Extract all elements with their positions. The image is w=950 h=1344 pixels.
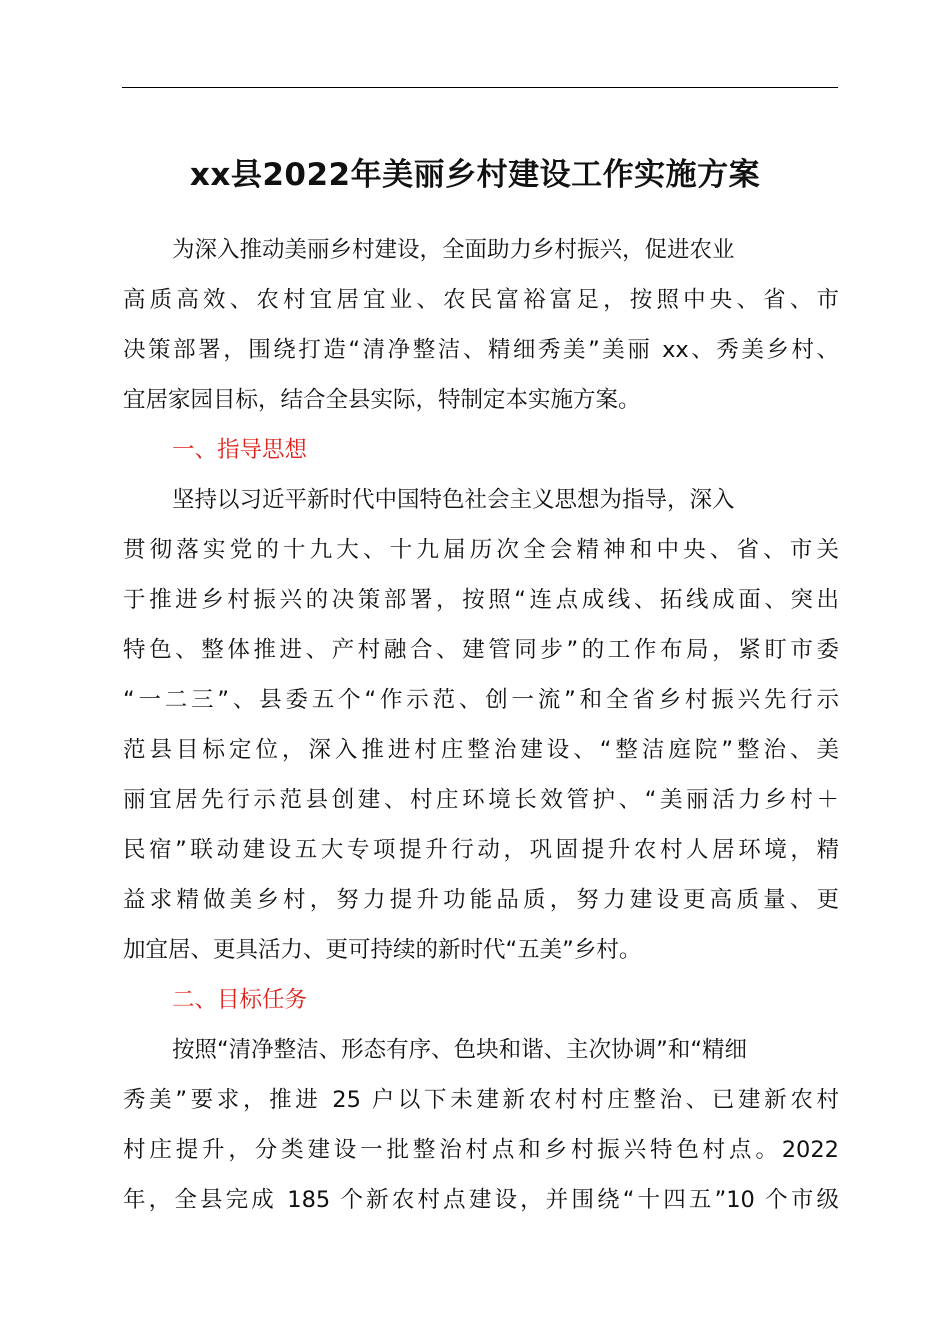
section1-line-3: 于推进乡村振兴的决策部署，按照“连点成线、拓线成面、突出 <box>123 587 839 613</box>
section1-line-4: 特色、整体推进、产村融合、建管同步”的工作布局，紧盯市委 <box>123 637 839 663</box>
intro-line-3: 决策部署，围绕打造“清净整洁、精细秀美”美丽 xx、秀美乡村、 <box>123 337 839 363</box>
section1-line-1: 坚持以习近平新时代中国特色社会主义思想为指导，深入 <box>172 487 735 513</box>
section1-line-6: 范县目标定位，深入推进村庄整治建设、“整洁庭院”整治、美 <box>123 737 839 763</box>
document-body <box>123 225 843 1225</box>
header-rule <box>122 87 838 88</box>
intro-line-4: 宜居家园目标，结合全县实际，特制定本实施方案。 <box>123 387 641 413</box>
section1-line-5: “一二三”、县委五个“作示范、创一流”和全省乡村振兴先行示 <box>123 687 839 713</box>
section2-line-1: 按照“清净整洁、形态有序、色块和谐、主次协调”和“精细 <box>172 1037 747 1063</box>
section1-line-9: 益求精做美乡村，努力提升功能品质，努力建设更高质量、更 <box>123 887 839 913</box>
section2-line-2: 秀美”要求，推进 25 户以下未建新农村村庄整治、已建新农村 <box>123 1087 839 1113</box>
document-title: xx县2022年美丽乡村建设工作实施方案 <box>189 157 761 193</box>
section1-line-8: 民宿”联动建设五大专项提升行动，巩固提升农村人居环境，精 <box>123 837 839 863</box>
section1-line-2: 贯彻落实党的十九大、十九届历次全会精神和中央、省、市关 <box>123 537 839 563</box>
section-heading-guiding-thought: 一、指导思想 <box>172 437 308 463</box>
intro-line-2: 高质高效、农村宜居宜业、农民富裕富足，按照中央、省、市 <box>123 287 839 313</box>
section1-line-7: 丽宜居先行示范县创建、村庄环境长效管护、“美丽活力乡村＋ <box>123 787 839 813</box>
section2-line-4: 年，全县完成 185 个新农村点建设，并围绕“十四五”10 个市级 <box>123 1187 839 1213</box>
section2-line-3: 村庄提升，分类建设一批整治村点和乡村振兴特色村点。2022 <box>123 1137 839 1163</box>
section-heading-goals-tasks: 二、目标任务 <box>172 987 308 1013</box>
intro-line-1: 为深入推动美丽乡村建设，全面助力乡村振兴，促进农业 <box>172 237 735 263</box>
section1-line-10: 加宜居、更具活力、更可持续的新时代“五美”乡村。 <box>123 937 642 963</box>
